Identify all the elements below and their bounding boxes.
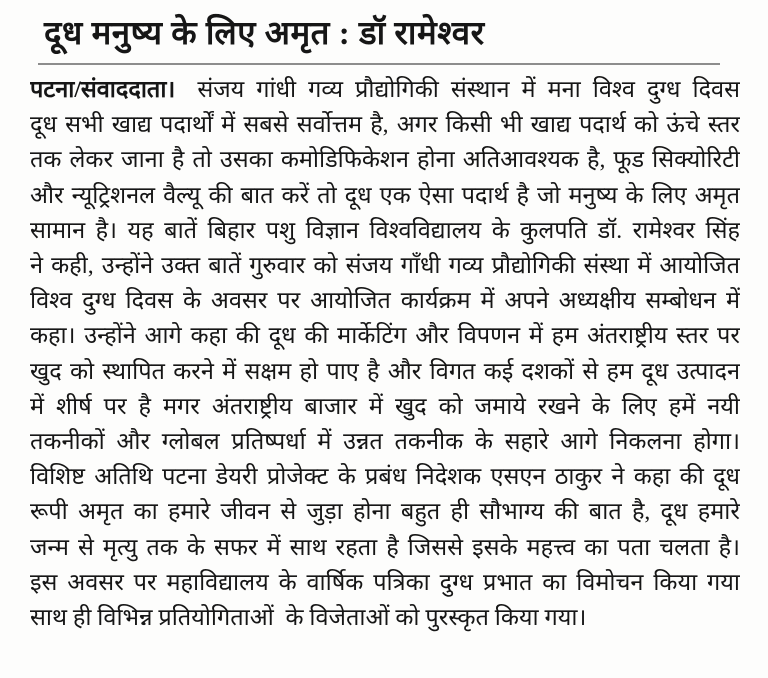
- article-line: में शीर्ष पर है मगर अंतराष्ट्रीय बाजार में खुद को जमाये रखने के लिए हमें नयी: [30, 393, 740, 420]
- article-line: कहा। उन्होंने आगे कहा की दूध की मार्केटिंग और विपणन में हम अंतराष्ट्रीय स्तर पर: [30, 323, 740, 350]
- article-line: इस अवसर पर महाविद्यालय के वार्षिक पत्रिका दुग्ध प्रभात का विमोचन किया गया: [30, 569, 740, 596]
- article-line: तक लेकर जाना है तो उसका कमोडिफिकेशन होना अतिआवश्यक है, फूड सिक्योरिटी: [30, 147, 740, 174]
- article-line: तकनीकों और ग्लोबल प्रतिष्पर्धा में उन्नत तकनीक के सहारे आगे निकलना होगा।: [30, 429, 740, 456]
- article-line: दूध सभी खाद्य पदार्थों में सबसे सर्वोत्तम है, अगर किसी भी खाद्य पदार्थ को ऊंचे स्तर: [30, 112, 740, 139]
- article-line-last: साथ ही विभिन्न प्रतियोगिताओं के विजेताओं को पुरस्कृत किया गया।: [30, 605, 587, 632]
- article-line: और न्यूट्रिशनल वैल्यू की बात करें तो दूध एक ऐसा पदार्थ है जो मनुष्य के लिए अमृत: [30, 182, 740, 209]
- article-line: खुद को स्थापित करने में सक्षम हो पाए है और विगत कई दशकों से हम दूध उत्पादन: [30, 358, 740, 385]
- headline-rule: [38, 63, 720, 65]
- dateline: पटना/संवाददाता।: [30, 77, 176, 103]
- article-line: सामान है। यह बातें बिहार पशु विज्ञान विश्वविद्यालय के कुलपति डॉ. रामेश्वर सिंह: [30, 217, 740, 244]
- line-text: संजय गांधी गव्य प्रौद्योगिकी संस्थान में मना विश्व दुग्ध दिवस: [197, 77, 740, 103]
- article-line: विशिष्ट अतिथि पटना डेयरी प्रोजेक्ट के प्रबंध निदेशक एसएन ठाकुर ने कहा की दूध: [30, 464, 740, 491]
- article-body: [30, 73, 740, 636]
- article-line: [30, 73, 740, 108]
- article-line: विश्व दुग्ध दिवस के अवसर पर आयोजित कार्यक्रम में अपने अध्यक्षीय सम्बोधन में: [30, 288, 740, 315]
- article-line: ने कही, उन्होंने उक्त बातें गुरुवार को संजय गाँधी गव्य प्रौद्योगिकी संस्था में आयोजित: [30, 253, 740, 280]
- article-line: रूपी अमृत का हमारे जीवन से जुड़ा होना बहुत ही सौभाग्य की बात है, दूध हमारे: [30, 499, 740, 526]
- article-headline: दूध मनुष्य के लिए अमृत : डॉ रामेश्वर: [44, 16, 485, 52]
- article-line: जन्म से मृत्यु तक के सफर में साथ रहता है जिससे इसके महत्त्व का पता चलता है।: [30, 534, 740, 561]
